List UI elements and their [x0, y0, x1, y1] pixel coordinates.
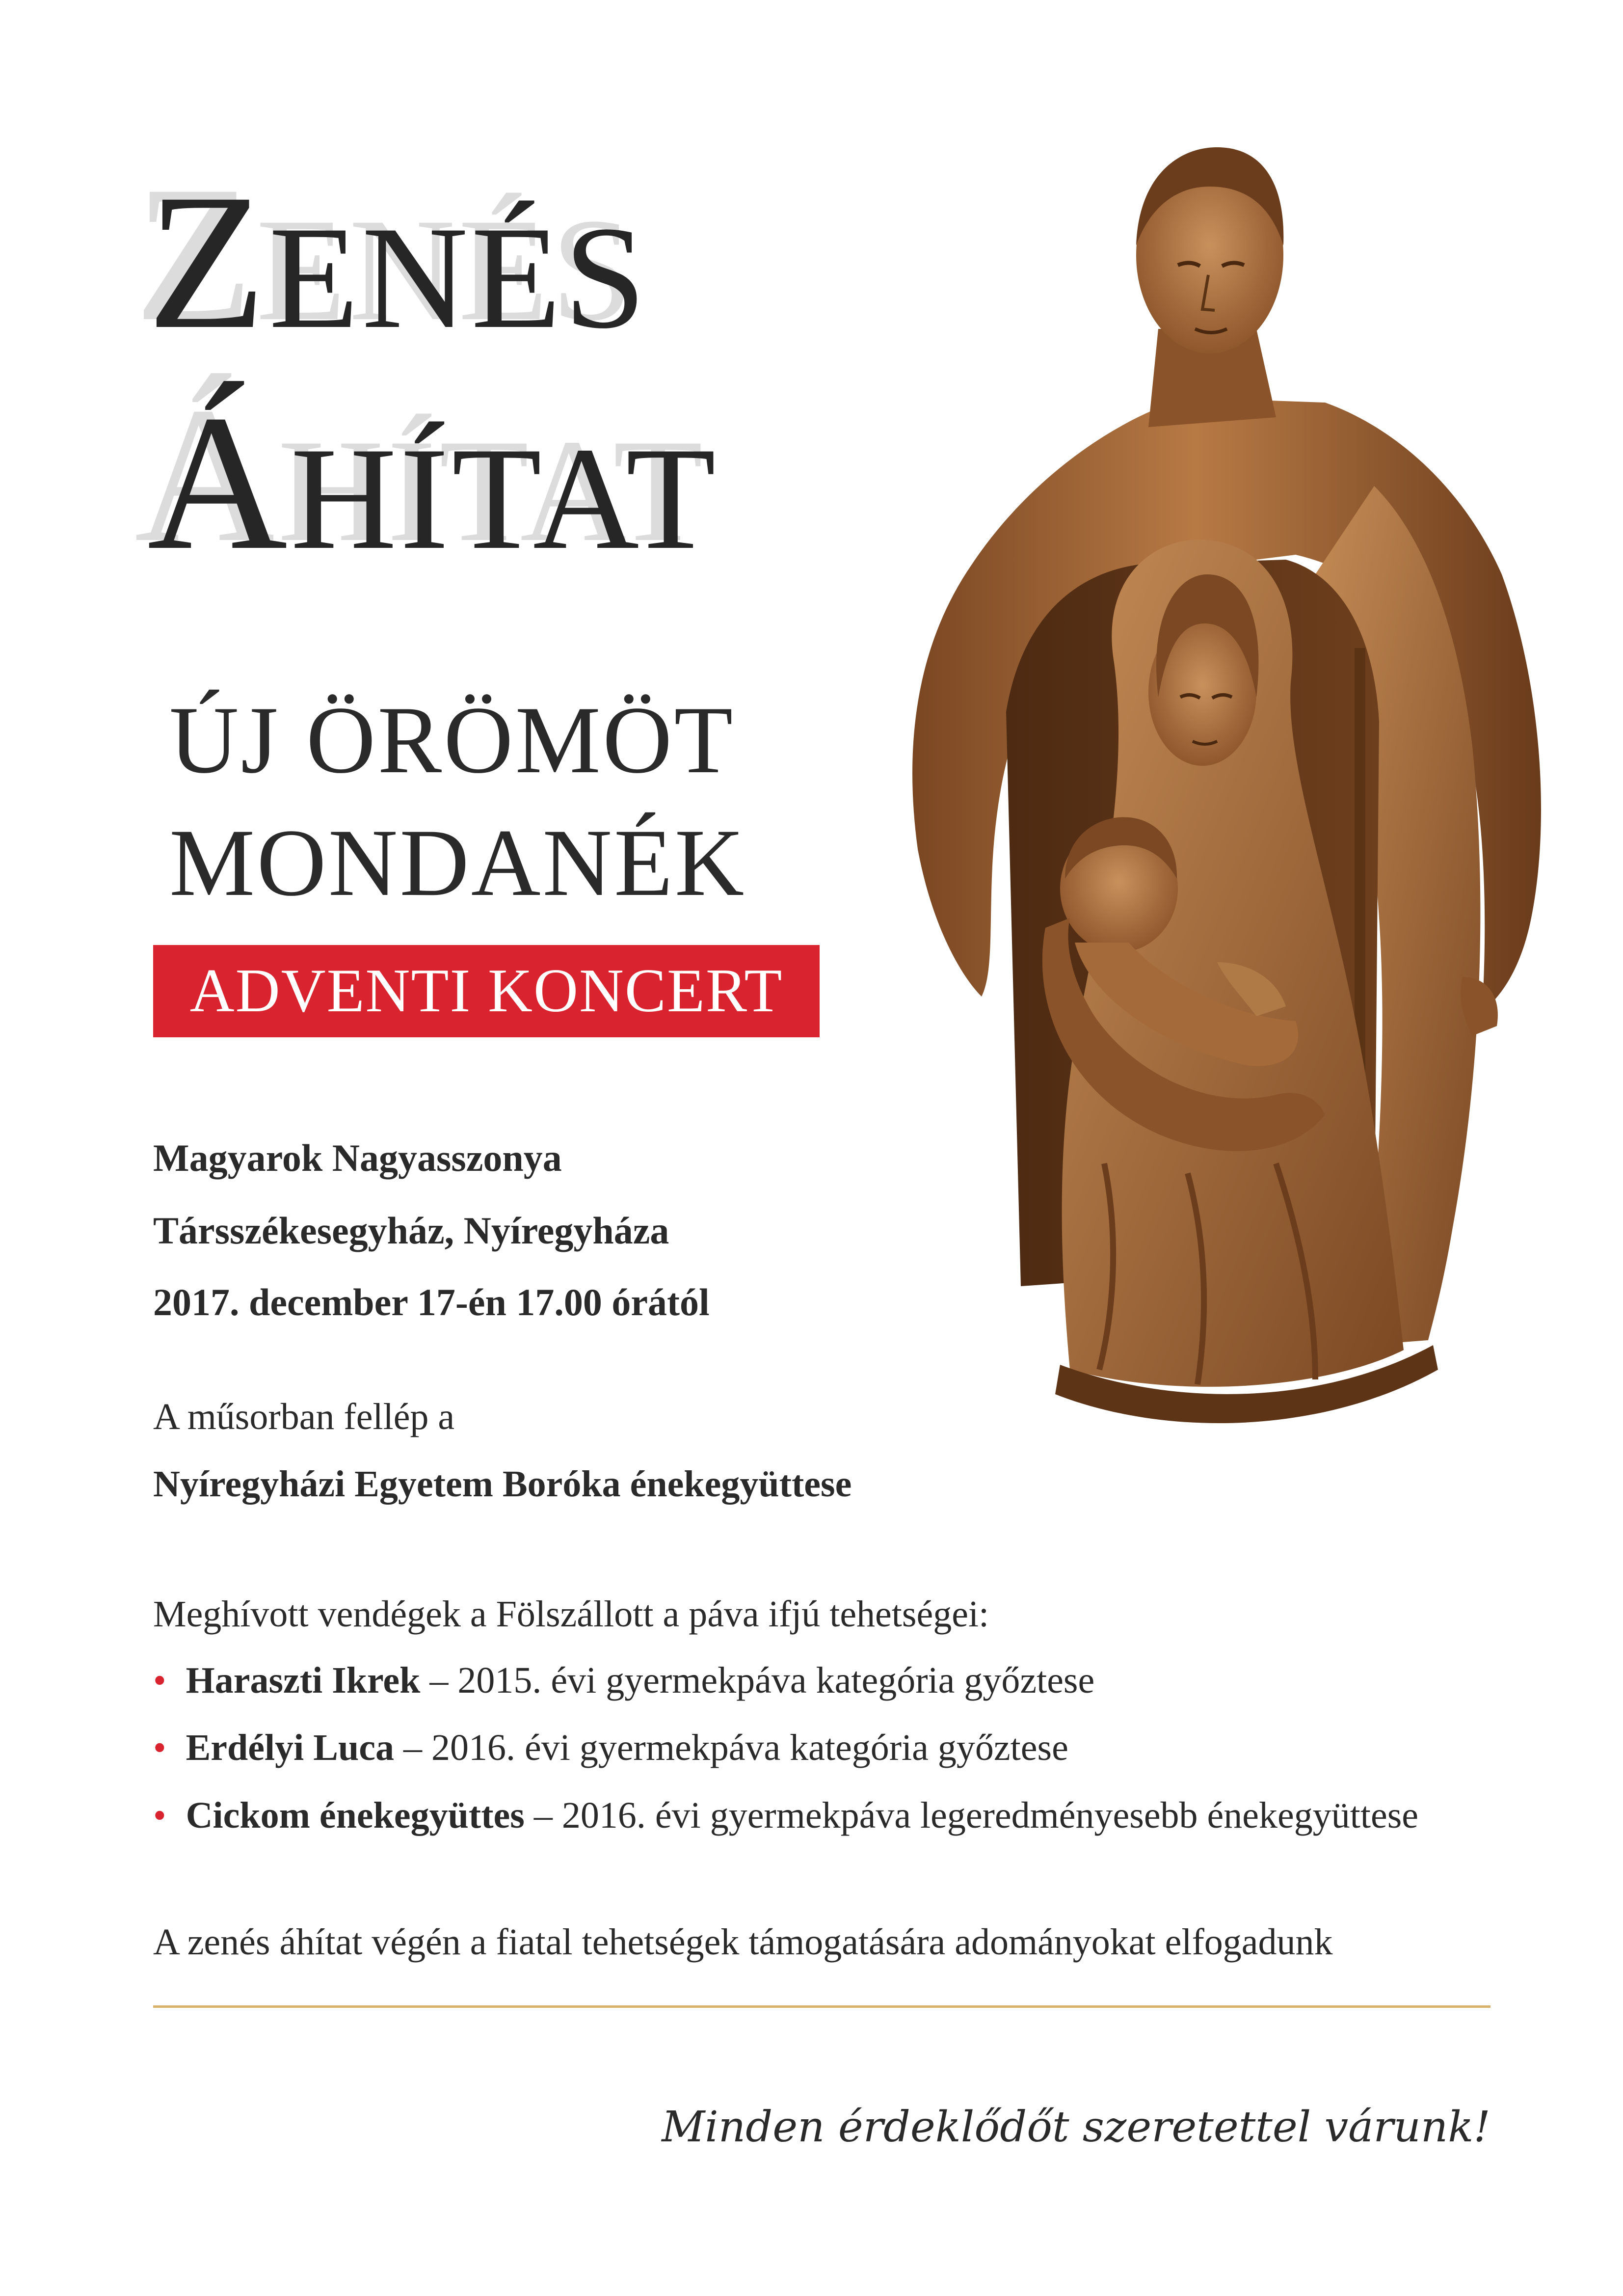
guest-name: Erdélyi Luca: [186, 1727, 394, 1768]
holy-family-statue-icon: [883, 133, 1580, 1458]
title-rest-2: HÍTAT: [290, 417, 719, 580]
guest-list-item: [153, 1729, 1068, 1766]
guest-name: Haraszti Ikrek: [186, 1660, 421, 1701]
bullet-icon: •: [153, 1795, 166, 1836]
guest-list-item: [153, 1797, 1418, 1834]
event-type-badge: ADVENTI KONCERT: [153, 945, 820, 1037]
guest-description: – 2016. évi gyermekpáva legeredményesebb énekegyüttese: [524, 1795, 1419, 1836]
bullet-icon: •: [153, 1660, 166, 1701]
title-initial-1: Z: [147, 154, 269, 369]
performer-name: [153, 1465, 851, 1503]
venue-line-1: Magyarok Nagyasszonya: [153, 1136, 562, 1179]
guest-entry: [186, 1662, 1095, 1699]
subtitle-line-2: MONDANÉK: [169, 810, 746, 916]
guest-entry: [186, 1729, 1068, 1766]
title-line-1: [147, 154, 649, 369]
venue-line-2: Társszékesegyház, Nyíregyháza: [153, 1209, 669, 1252]
title-line-2: [147, 375, 719, 590]
bullet-icon: •: [153, 1727, 166, 1768]
performer-intro: A műsorban fellép a: [153, 1396, 455, 1437]
performer-name-text: Nyíregyházi Egyetem Boróka énekegyüttese: [153, 1463, 852, 1505]
title-initial-2: Á: [147, 375, 291, 590]
guest-description: – 2016. évi gyermekpáva kategória győztese: [394, 1727, 1068, 1768]
guest-list-item: [153, 1662, 1094, 1699]
guest-name: Cickom énekegyüttes: [186, 1795, 525, 1836]
venue-line-3: 2017. december 17-én 17.00 órától: [153, 1281, 710, 1324]
donation-note: A zenés áhítat végén a fiatal tehetségek támogatására adományokat elfogadunk: [153, 1921, 1333, 1963]
divider-line: [153, 2005, 1490, 2008]
guest-entry: [186, 1797, 1418, 1834]
title-rest-1: ENÉS: [268, 196, 649, 359]
subtitle-line-1: ÚJ ÖRÖMÖT: [169, 687, 735, 793]
guest-description: – 2015. évi gyermekpáva kategória győztese: [420, 1660, 1095, 1701]
footer-invitation: Minden érdeklődőt szeretettel várunk!: [662, 2103, 1490, 2152]
guests-intro: Meghívott vendégek a Fölszállott a páva ifjú tehetségei:: [153, 1594, 989, 1635]
